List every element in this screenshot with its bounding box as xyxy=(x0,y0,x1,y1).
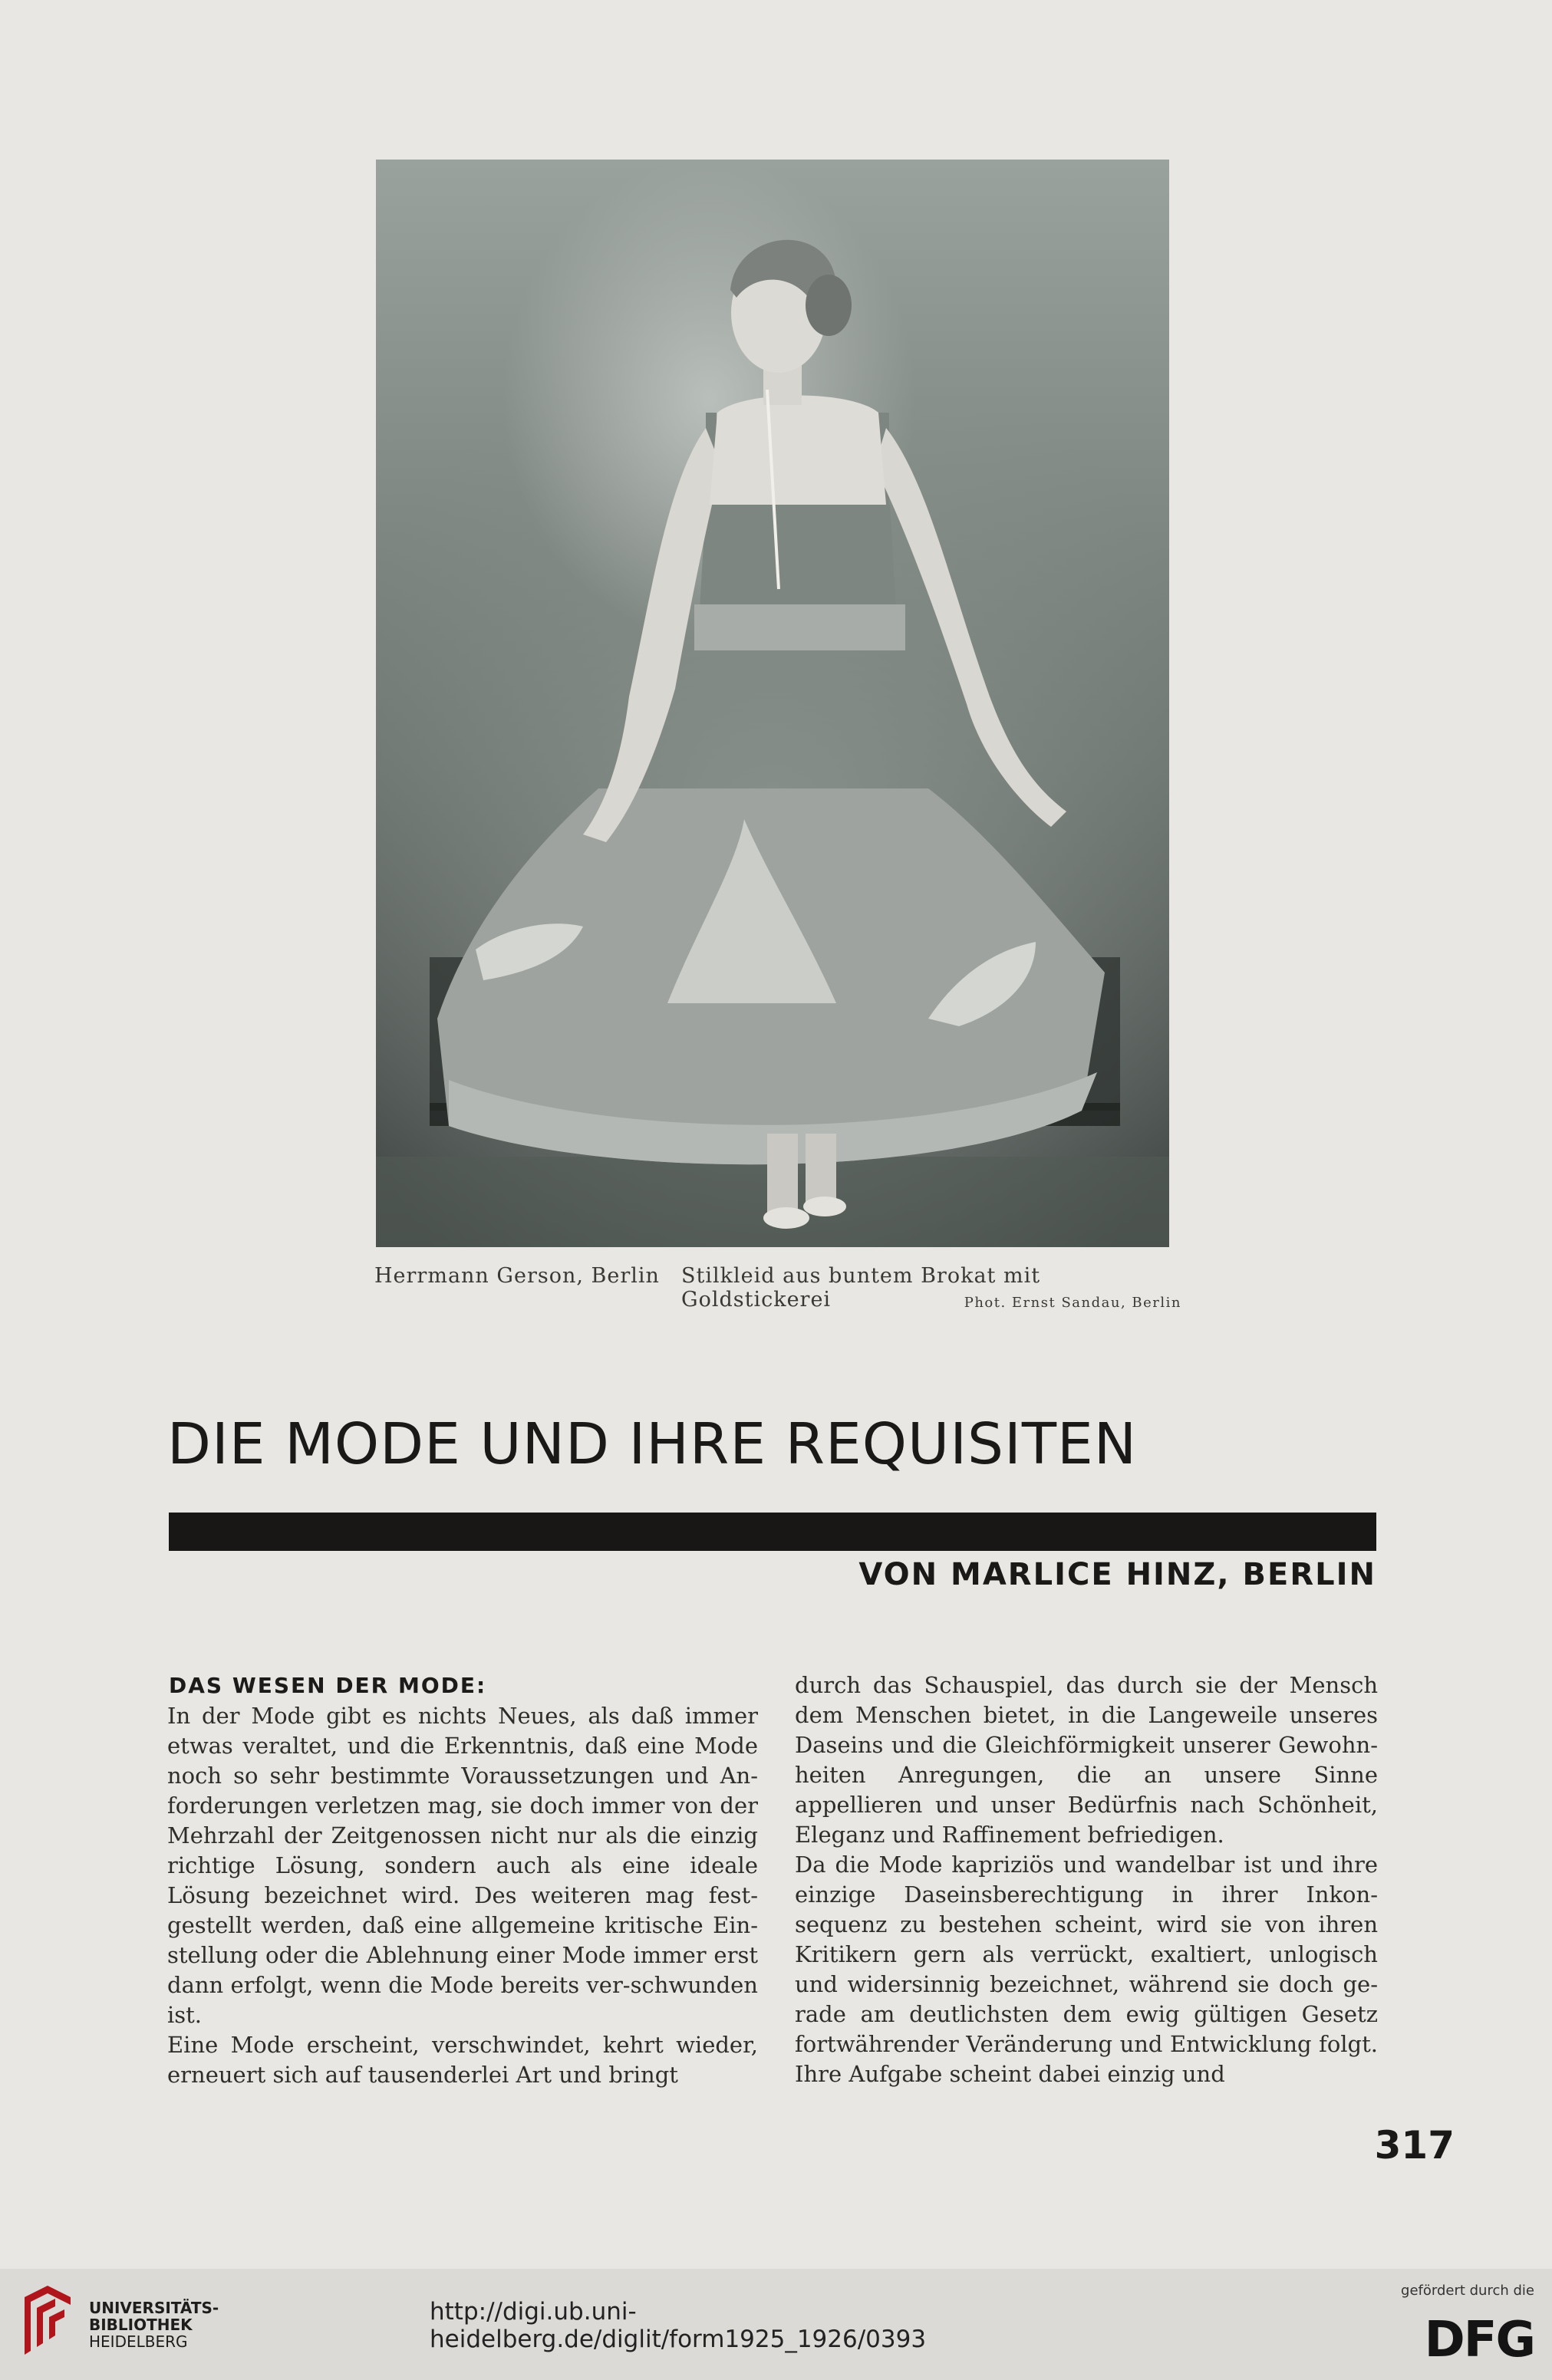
paragraph: Da die Mode kapriziös und wandelbar ist und ihre einzige Daseinsberechtigung in ihrer Inkon-sequenz zu bestehen scheint, wird sie von ihren Kritikern gern als verrückt, exaltiert, unlogisch und widersinnig bezeichnet, während sie doch ge-rade am deutlichsten dem ewig gültigen Gesetz fortwährender Veränderung und Entwicklung folgt. Ihre Aufgabe scheint dabei einzig und xyxy=(795,1852,1378,2087)
title-rule xyxy=(169,1513,1376,1551)
fashion-photograph xyxy=(376,160,1169,1247)
article-byline: VON MARLICE HINZ, BERLIN xyxy=(858,1557,1376,1592)
dress-figure-illustration xyxy=(376,160,1169,1247)
permalink-url[interactable]: http://digi.ub.uni-heidelberg.de/diglit/form1925_1926/0393 xyxy=(430,2298,927,2353)
funding-label: gefördert durch die xyxy=(1401,2283,1534,2299)
page-number: 317 xyxy=(1374,2123,1455,2168)
paragraph: In der Mode gibt es nichts Neues, als daß immer etwas veraltet, und die Erkenntnis, daß eine Mode noch so sehr bestimmte Voraussetzungen und An-forderungen verletzen mag, sie doch immer von der Mehrzahl der Zeitgenossen nicht nur als die einzig richtige Lösung, sondern auch als eine ideale Lösung bezeichnet wird. Des weiteren mag fest-gestellt werden, daß eine allgemeine kritische Ein-stellung oder die Ablehnung einer Mode immer erst dann erfolgt, wenn die Mode bereits ver-schwunden ist. xyxy=(167,1703,758,2028)
caption-designer: Herrmann Gerson, Berlin xyxy=(374,1264,660,1288)
library-name-line3: HEIDELBERG xyxy=(89,2332,188,2351)
text-column-right xyxy=(795,1671,1378,2089)
paragraph: durch das Schauspiel, das durch sie der Mensch dem Menschen bietet, in die Langeweile unseres Daseins und die Gleichförmigkeit unserer Gewohn-heiten Anregungen, die an unsere Sinne appellieren und unser Bedürfnis nach Schönheit, Eleganz und Raffinement befriedigen. xyxy=(795,1672,1378,1848)
library-name-line1: UNIVERSITÄTS- xyxy=(89,2299,219,2317)
library-name xyxy=(89,2299,219,2350)
library-name-line2: BIBLIOTHEK xyxy=(89,2316,193,2334)
photo-credit: Phot. Ernst Sandau, Berlin xyxy=(964,1295,1181,1311)
text-column-left xyxy=(167,1671,758,2090)
caption-description: Stilkleid aus buntem Brokat mit Goldstickerei xyxy=(681,1264,1041,1312)
article-title: DIE MODE UND IHRE REQUISITEN xyxy=(167,1411,1138,1477)
paragraph: Eine Mode erscheint, verschwindet, kehrt wieder, erneuert sich auf tausenderlei Art und bringt xyxy=(167,2032,758,2088)
section-heading: DAS WESEN DER MODE: xyxy=(169,1673,487,1698)
dfg-logo[interactable]: DFG xyxy=(1424,2312,1534,2368)
library-logo-icon[interactable] xyxy=(17,2282,77,2362)
